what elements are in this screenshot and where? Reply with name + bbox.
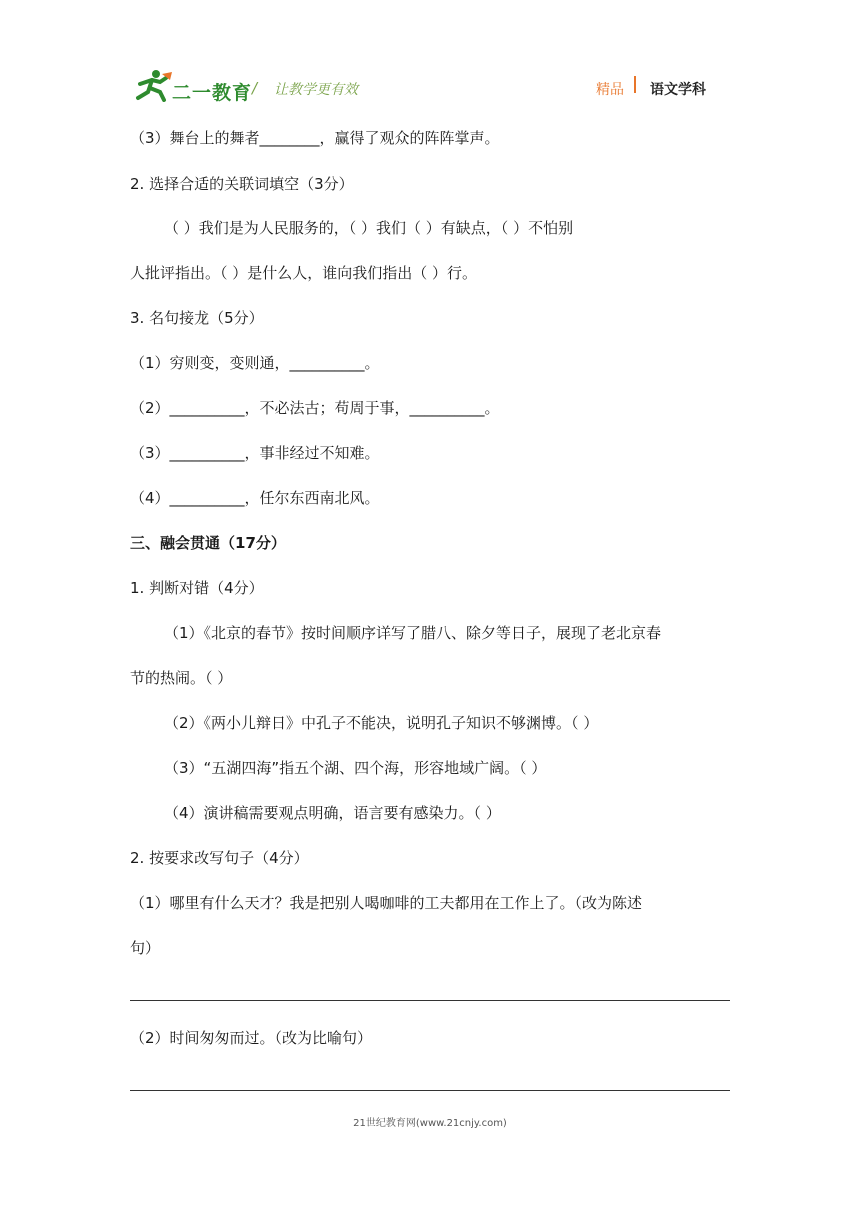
q2-title: 2. 选择合适的关联词填空（3分）: [130, 175, 354, 193]
s3-q1-item-4: （4）演讲稿需要观点明确，语言要有感染力。（ ）: [164, 804, 501, 822]
slogan: 让教学更有效: [274, 82, 358, 98]
s3-q1-title: 1. 判断对错（4分）: [130, 579, 264, 597]
q2-line-1: （ ）我们是为人民服务的，（ ）我们（ ）有缺点，（ ）不怕别: [164, 219, 574, 237]
runner-logo-icon: [134, 68, 174, 102]
answer-line-1: [130, 1000, 730, 1001]
s3-q1-item-1b: 节的热闹。（ ）: [130, 669, 233, 687]
q3-item-3: （3）__________，事非经过不知难。: [130, 444, 380, 462]
s3-q2-item-2: （2）时间匆匆而过。（改为比喻句）: [130, 1029, 373, 1047]
s3-q1-item-1a: （1）《北京的春节》按时间顺序详写了腊八、除夕等日子，展现了老北京春: [164, 624, 662, 642]
q3-item-4: （4）__________，任尔东西南北风。: [130, 489, 380, 507]
page-header: [134, 68, 734, 108]
header-slash: /: [252, 79, 258, 97]
q2-line-2: 人批评指出。（ ）是什么人，谁向我们指出（ ）行。: [130, 264, 478, 282]
q3-item-2: （2）__________，不必法古；苟周于事，__________。: [130, 399, 500, 417]
s3-q1-item-3: （3）“五湖四海”指五个湖、四个海，形容地域广阔。（ ）: [164, 759, 547, 777]
q3-item-1: （1）穷则变，变则通，__________。: [130, 354, 380, 372]
quality-tag: 精品: [596, 82, 624, 98]
s3-q2-title: 2. 按要求改写句子（4分）: [130, 849, 309, 867]
brand-name: 二一教育: [172, 82, 253, 104]
q1-item-3: （3）舞台上的舞者________，赢得了观众的阵阵掌声。: [130, 129, 500, 147]
section-3-title: 三、融会贯通（17分）: [130, 534, 286, 552]
page-footer: 21世纪教育网(www.21cnjy.com): [353, 1118, 507, 1129]
s3-q2-item-1b: 句）: [130, 939, 161, 957]
tag-separator: [634, 76, 636, 93]
subject-tag: 语文学科: [650, 82, 706, 98]
q3-title: 3. 名句接龙（5分）: [130, 309, 264, 327]
s3-q2-item-1a: （1）哪里有什么天才？我是把别人喝咖啡的工夫都用在工作上了。（改为陈述: [130, 894, 643, 912]
s3-q1-item-2: （2）《两小儿辩日》中孔子不能决，说明孔子知识不够渊博。（ ）: [164, 714, 599, 732]
answer-line-2: [130, 1090, 730, 1091]
